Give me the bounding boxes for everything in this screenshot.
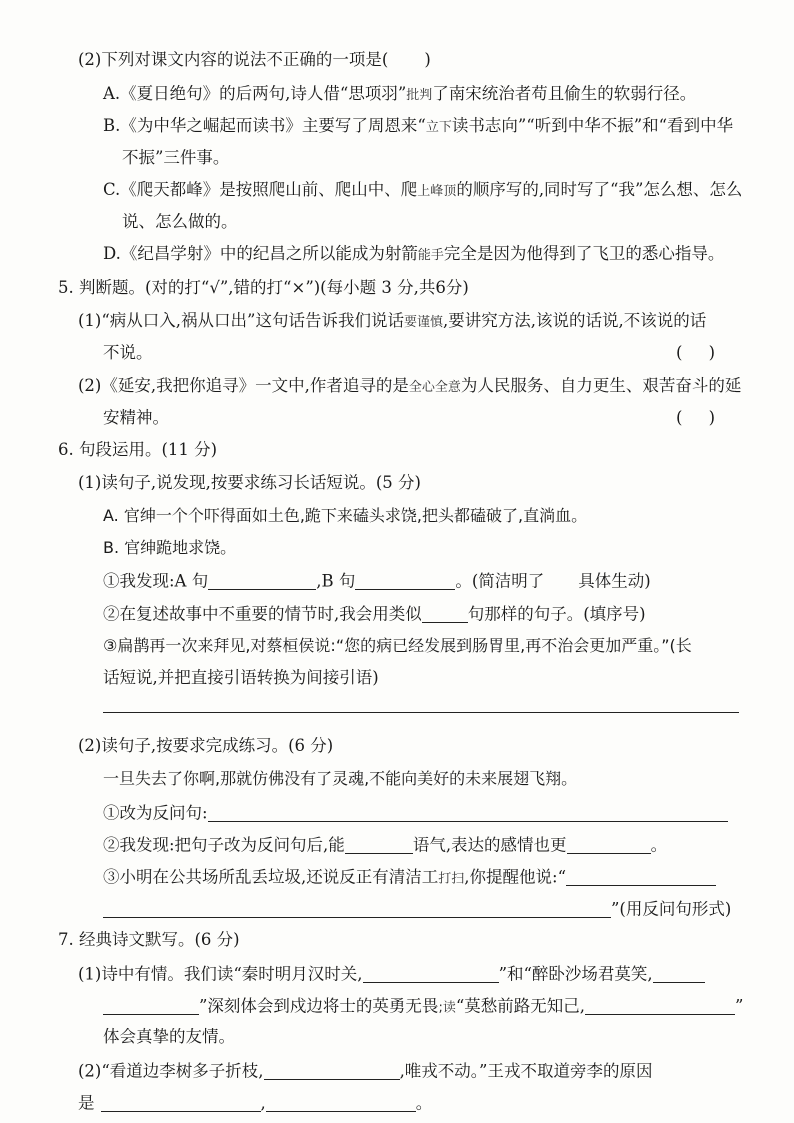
q6-sub2-sentence: 一旦失去了你啊,那就仿佛没有了灵魂,不能向美好的未来展翅飞翔。 <box>103 769 578 788</box>
q6-sub2-title: (2)读句子,按要求完成练习。(6 分) <box>78 736 334 755</box>
q6-sub2-item1: ①改为反问句: <box>103 804 728 822</box>
fill-blank[interactable] <box>266 1094 416 1112</box>
q7-sub2-line2: 是 , 。 <box>78 1093 433 1113</box>
q5-title: 5. 判断题。(对的打“√”,错的打“×”)(每小题 3 分,共6分) <box>58 278 469 297</box>
q4-option-a: A.《夏日绝句》的后两句,诗人借“思项羽”批判了南宋统治者苟且偷生的软弱行径。 <box>103 84 697 103</box>
fill-blank[interactable] <box>585 997 735 1015</box>
q4-sub2-stem: (2)下列对课文内容的说法不正确的一项是( ) <box>78 50 431 69</box>
q6-sub1-item2: ②在复述故事中不重要的情节时,我会用类似 句那样的句子。(填序号) <box>103 604 646 624</box>
q6-sub1-item1: ①我发现:A 句 ,B 句 。(简洁明了 具体生动) <box>103 571 651 591</box>
q4-option-d: D.《纪昌学射》中的纪昌之所以能成为射箭能手完全是因为他得到了飞卫的悉心指导。 <box>103 244 725 263</box>
fill-blank[interactable] <box>103 997 199 1015</box>
q5-sub1-line2: 不说。 <box>103 343 153 362</box>
q7-sub1-line3: 体会真挚的友情。 <box>103 1027 235 1046</box>
q7-sub2-line1: (2)“看道边李树多子折枝, ,唯戎不动。”王戎不取道旁李的原因 <box>78 1061 653 1081</box>
answer-line[interactable] <box>103 712 739 713</box>
q4-option-c-line2: 说、怎么做的。 <box>122 212 238 231</box>
handwritten-correction: ;读 <box>438 1000 456 1016</box>
fill-blank[interactable] <box>422 605 468 623</box>
q6-title: 6. 句段运用。(11 分) <box>58 440 218 459</box>
handwritten-correction: 批判 <box>406 88 433 103</box>
fill-blank[interactable] <box>345 836 413 854</box>
answer-paren[interactable]: ( ) <box>676 408 716 427</box>
q6-sub2-item3-line2: ”(用反问句形式) <box>103 900 731 918</box>
fill-blank[interactable] <box>363 965 499 983</box>
q6-sub2-item3-line1: ③小明在公共场所乱丢垃圾,还说反正有清洁工打扫,你提醒他说:“ <box>103 868 716 886</box>
q5-sub2-line1: (2)《延安,我把你追寻》一文中,作者追寻的是全心全意为人民服务、自力更生、艰苦奋斗的延 <box>78 376 742 395</box>
q7-title: 7. 经典诗文默写。(6 分) <box>58 930 240 949</box>
q4-option-b-line2: 不振”三件事。 <box>122 148 230 167</box>
fill-blank[interactable] <box>101 1094 261 1112</box>
fill-blank[interactable] <box>264 1062 400 1080</box>
fill-blank[interactable] <box>355 572 455 590</box>
answer-paren[interactable]: ( ) <box>676 343 716 362</box>
handwritten-correction: 立下 <box>425 120 452 135</box>
fill-blank[interactable] <box>653 965 705 983</box>
q6-sentence-a: A. 官绅一个个吓得面如土色,跪下来磕头求饶,把头都磕破了,直淌血。 <box>103 506 588 525</box>
fill-blank[interactable] <box>566 868 716 886</box>
q6-sub1-item3-line2: 话短说,并把直接引语转换为间接引语) <box>103 668 379 687</box>
q6-sub1-title: (1)读句子,说发现,按要求练习长话短说。(5 分) <box>78 473 421 492</box>
q6-sub1-item3-line1: ③扁鹊再一次来拜见,对蔡桓侯说:“您的病已经发展到肠胃里,再不治会更加严重。”(长 <box>103 636 692 655</box>
q7-sub1-line2: ”深刻体会到戍边将士的英勇无畏;读“莫愁前路无知己, ” <box>103 997 743 1015</box>
q5-sub1-line1: (1)“病从口入,祸从口出”这句话告诉我们说话要谨慎,要讲究方法,该说的话说,不该说的话 <box>78 311 707 330</box>
handwritten-correction: 上峰顶 <box>417 184 457 199</box>
fill-blank[interactable] <box>567 836 651 854</box>
q5-sub2-line2: 安精神。 <box>103 408 169 427</box>
handwritten-correction: 全心全意 <box>408 380 461 395</box>
handwritten-correction: 打扫 <box>438 871 465 887</box>
q4-option-b-line1: B.《为中华之崛起而读书》主要写了周恩来“立下读书志向”“听到中华不振”和“看到中华 <box>103 116 734 135</box>
q7-sub1-line1: (1)诗中有情。我们读“秦时明月汉时关, ”和“醉卧沙场君莫笑, <box>78 965 705 983</box>
handwritten-correction: 能手 <box>417 248 444 263</box>
q4-option-c-line1: C.《爬天都峰》是按照爬山前、爬山中、爬上峰顶的顺序写的,同时写了“我”怎么想、怎么 <box>103 180 743 199</box>
fill-blank[interactable] <box>208 572 316 590</box>
fill-blank[interactable] <box>208 804 728 822</box>
q6-sentence-b: B. 官绅跪地求饶。 <box>103 538 237 557</box>
q6-sub2-item2: ②我发现:把句子改为反问句后,能 语气,表达的感情也更 。 <box>103 835 668 855</box>
handwritten-correction: 要谨慎 <box>404 315 444 330</box>
fill-blank[interactable] <box>103 900 611 918</box>
